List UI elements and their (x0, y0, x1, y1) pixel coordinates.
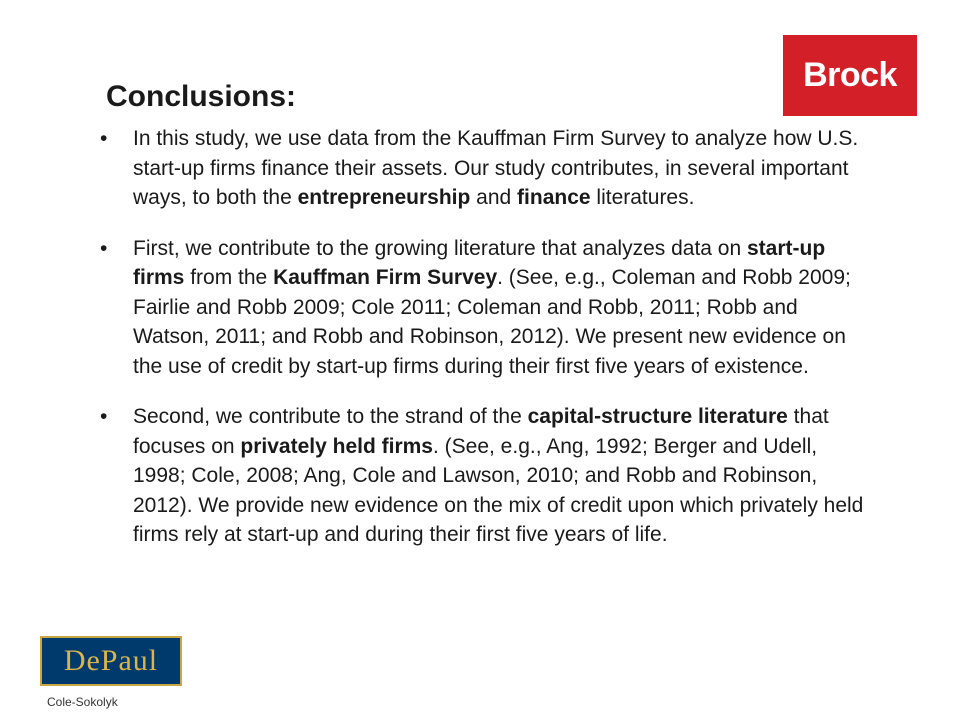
bullet-emphasis: capital-structure literature (527, 405, 788, 428)
footer-author: Cole-Sokolyk (47, 695, 118, 709)
bullet-emphasis: privately held firms (240, 434, 433, 458)
bullet-emphasis: finance (517, 186, 591, 209)
bullet-text: literatures. (590, 186, 695, 209)
bullet-item (98, 402, 868, 550)
depaul-logo-text: DePaul (63, 644, 159, 677)
bullet-marker: • (100, 236, 108, 260)
brock-logo-text: Brock (803, 56, 897, 94)
bullet-item (98, 234, 868, 382)
bullet-item (98, 124, 868, 213)
bullet-text: In this study, we use data from the Kauffman Firm Survey to analyze how U.S. start-up firms finance their assets. Our study contributes, in several important ways, to both the (133, 127, 859, 209)
bullet-text: that focuses on (133, 405, 829, 458)
bullet-text: from the (184, 266, 274, 289)
slide-title: Conclusions: (106, 80, 297, 113)
bullet-list (98, 124, 868, 550)
bullet-text: and (470, 186, 518, 209)
bullet-emphasis: entrepreneurship (297, 186, 471, 209)
bullet-text: First, we contribute to the growing literature that analyzes data on (133, 236, 747, 260)
bullet-text: Second, we contribute to the strand of the (133, 405, 528, 428)
depaul-logo (40, 636, 182, 686)
bullet-text: . (See, e.g., Ang, 1992; Berger and Udell, 1998; Cole, 2008; Ang, Cole and Lawson, 2010; and Robb and Robinson, 2012). We provide new evidence on the mix of credit upon which privately held firms rely at start-up and during their first five years of life. (133, 434, 864, 546)
bullet-marker: • (100, 127, 108, 150)
bullet-text: . (See, e.g., Coleman and Robb 2009; Fairlie and Robb 2009; Cole 2011; Coleman and Robb, 2011; Robb and Watson, 2011; and Robb and Robinson, 2012). We present new evidence on the use of credit by start-up firms during their first five years of existence. (133, 266, 851, 378)
brock-logo (783, 35, 917, 116)
bullet-emphasis: start-up firms (133, 236, 826, 289)
bullet-emphasis: Kauffman Firm Survey (273, 266, 498, 289)
bullet-marker: • (100, 405, 108, 428)
